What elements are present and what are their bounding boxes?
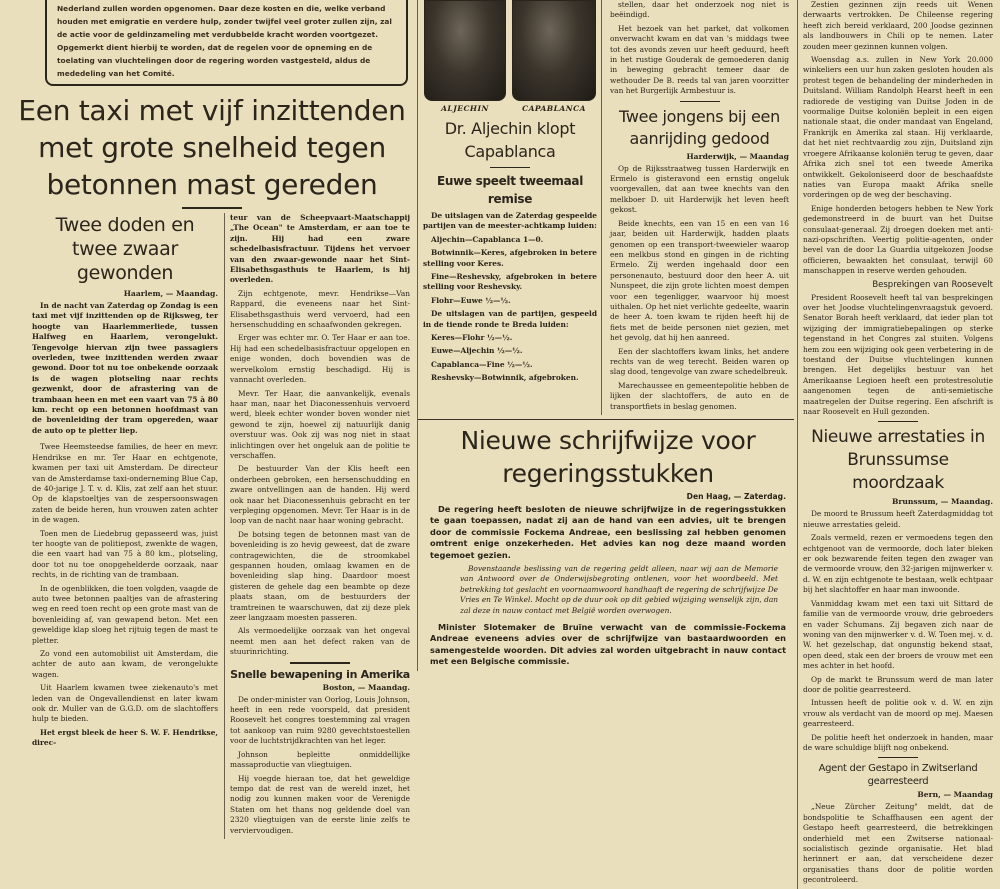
amerika-dateline: Boston, — Maandag.: [322, 682, 410, 692]
middle-region: [417, 0, 794, 671]
paragraph: In de nacht van Zaterdag op Zondag is een taxi met vijf inzittenden op de Rijksweg, ter hoogte van Haarlemmerliede, tussen Halfweg en Haarlem, verongelukt. Tengevolge hiervan zijn twee passagiers overleden, twee inzittenden werden zwaar gewond. Door tot nu toe onbekende oorzaak is de wagen plotseling naar rechts gezwenkt, door de afrastering van de trambaan heen en met een vaart van 75 à 80 km. recht op een betonnen hoofdmast van de bovenleiding der tram opgereden, waar de auto op te pletter liep.: [32, 301, 218, 435]
paragraph: Intussen heeft de politie ook v. d. W. en zijn vrouw als verdacht van de moord op mej. Maesen gearresteerd.: [803, 698, 993, 729]
paragraph: Enige honderden betogers hebben te New York gedemonstreerd in de buurt van het Duitse consulaat-generaal. Zij droegen doeken met anti-nazi-opschriften. Veertig politie-agenten, onder bevel van de door La Guardia uitgekozen Joodse officieren, bewaakten het consulaat, terwijl 60 manschappen in reserve werden gehouden.: [803, 203, 993, 276]
chess-column: [418, 0, 601, 387]
paragraph: Erger was echter mr. O. Ter Haar er aan toe. Hij had een schedelbasisfractuur opgelopen en enige wonden, doch bovendien was de wervelkolom ernstig beschadigd. Hij is vannacht overleden.: [230, 333, 410, 385]
paragraph: Marechaussee en gemeentepolitie hebben de lijken der slachtoffers, de auto en de transportfiets in beslag genomen.: [610, 380, 789, 411]
gouderak-article: [610, 0, 789, 97]
paragraph: De onder-minister van Oorlog, Louis Johnson, heeft in een rede voorspeld, dat president Roosevelt het congres toestemming zal vragen tot aankoop van ruim 9280 gevechtstoestellen voor de luchtstrijdkrachten van het leger.: [230, 694, 410, 746]
schrijfwijze-dateline: Den Haag, — Zaterdag.: [686, 492, 786, 501]
paragraph: In de ogenblikken, die toen volgden, vaagde de auto twee betonnen paaltjes van de afrastering weg en reed toen recht op een grote mast van de bovenleiding af, van gewapend beton. Met een geweldige klap sloeg het rijtuig tegen de mast te pletter.: [32, 583, 218, 645]
horizontal-rule: [418, 419, 794, 420]
paragraph: De botsing tegen de betonnen mast van de bovenleiding is zo hevig geweest, dat de zware contragewichten, die de stroomkabel gespannen houden, omlaag kwamen en de bovenleiding slap hing. Daardoor moest gisteren de gehele dag een beambte op deze plaats staan, om de bestuurders der tramtreinen te waarschuwen, dat zij deze plek zeer langzaam moesten passeren.: [230, 529, 410, 623]
middle-top-columns: [418, 0, 794, 415]
figure-aljechin: [424, 0, 506, 113]
divider: [878, 421, 918, 422]
left-region: [10, 0, 414, 839]
divider: [680, 101, 720, 102]
paragraph: Mevr. Ter Haar, die aanvankelijk, evenals haar man, naar het Diaconessenhuis vervoerd werd, bleek echter wonder boven wonder niet gewond te zijn, hoewel zij natuurlijk danig overstuur was. Ook zij was nog niet in staat inlichtingen over het ongeluk aan de politie te verschaffen.: [230, 388, 410, 460]
paragraph: Hij voegde hieraan toe, dat het geweldige tempo dat de rest van de wereld inzet, het nodig zou kunnen maken voor de Verenigde Staten om het thans nog geldende doel van 2320 vliegtuigen van de eerste linie zelfs te verviervoudigen.: [230, 773, 410, 835]
gestapo-article: [803, 802, 993, 885]
paragraph: Keres—Flohr ½—½.: [431, 333, 513, 343]
photo-capablanca: [512, 0, 596, 101]
paragraph: Zijn echtgenote, mevr. Hendrikse—Van Rappard, die eveneens naar het Sint-Elisabethsgasthuis werd vervoerd, had een hersenschudding en schaafwonden gekregen.: [230, 288, 410, 330]
jongens-article: [610, 164, 789, 412]
paragraph: teur van de Scheepvaart-Maatschappij „The Ocean" te Amsterdam, er aan toe te zijn. Hij had een zware schedelbasisfractuur. Tijdens het vervoer van den zwaar-gewonde naar het Sint-Elisabethsgasthuis te Haarlem, is hij overleden.: [230, 213, 410, 285]
paragraph: Bovenstaande beslissing van de regering geldt alleen, naar wij aan de Memorie van Antwoord over de Onderwijsbegroting ontlenen, voor het woordbeeld. Met betrekking tot geslacht en voornaamwoord handhaaft de regering de schrijfwijze De Vries en Te Winkel. Mocht op de duur ook op dit gebied wijziging wenselijk zijn, dan zal deze in nauw contact met België worden overwogen.: [460, 564, 778, 615]
paragraph: Minister Slotemaker de Bruïne verwacht van de commissie-Fockema Andreae eveneens advies over de schrijfwijze van bastaardwoorden en samengestelde woorden. Dit advies zal worden uitgebracht in nauw contact met een Belgische commissie.: [430, 622, 786, 667]
paragraph: De moord te Brussum heeft Zaterdagmiddag tot nieuwe arrestaties geleid.: [803, 509, 993, 529]
paragraph: Toen men de Liedebrug gepasseerd was, juist ter hoogte van de politiepost, zwenkte de wagen, die een vaart had van 75 à 80 km., plotseling, door tot nu toe onopgehelderde oorzaak, naar rechts, in de richting van de trambaan.: [32, 528, 218, 580]
paragraph: Euwe—Aljechin ½—½.: [431, 346, 523, 356]
paragraph: Zoals vermeld, rezen er vermoedens tegen den echtgenoot van de vermoorde, doch later bleken er ook bezwarende feiten tegen den zwager van de vermoorde vrouw, den 32-jarigen mijnwerker v. d. W. en zijn echtgenote te bestaan, welk echtpaar bij het slachtoffer en haar man inwoonde.: [803, 533, 993, 595]
paragraph: stellen, daar het onderzoek nog niet is beëindigd.: [610, 0, 789, 20]
paragraph: De uitslagen van de partijen, gespeeld in de tiende ronde te Breda luiden:: [423, 309, 597, 329]
right-region: [797, 0, 993, 889]
paragraph: Flohr—Euwe ½—½.: [431, 295, 511, 305]
taxi-subheadline: Twee doden en twee zwaar gewonden: [55, 214, 195, 284]
brunssum-headline: Nieuwe arrestaties in Brunssumse moordzaak: [811, 427, 985, 494]
paragraph-group: [230, 695, 410, 836]
paragraph-group: [32, 301, 218, 436]
paragraph: Een der slachtoffers kwam links, het andere rechts van de weg terecht. Beiden waren op slag dood, tengevolge van zware schedelbreuk.: [610, 346, 789, 377]
roosevelt-article: [803, 293, 993, 418]
taxi-column-1: [10, 213, 224, 752]
divider: [878, 757, 918, 758]
jongens-headline: Twee jongens bij een aanrijding gedood: [619, 106, 780, 148]
paragraph: Vanmiddag kwam met een taxi uit Sittard de familie van de vermoorde vrouw, drie gebroeders en vader Schumans. Zij begaven zich naar de woning van den mijnwerker v. d. W. Toen mej. v. d. W. het gezelschap, dat ongunstig bekend staat, open deed, stak een der broers de vrouw met een mes achter in het hoofd.: [803, 598, 993, 671]
paragraph: Beide knechts, een van 15 en een van 16 jaar, beiden uit Harderwijk, hadden plaats genomen op een transport-tweewieler waarop een melkbus stond en gingen in de richting Ermelo. Zij werden ingehaald door een personenauto, bestuurd door den heer A. uit Nunspeet, die zijn grote lichten moest dempen voor een tegenligger, waarvoor hij moest uithalen. Op het niet verlichte gedeelte, waarin de heer A. toen kwam te rijden heeft hij de fiets met de beide personen niet gezien, met het gevolg, dat hij hen aanreed.: [610, 218, 789, 343]
paragraph: Als vermoedelijke oorzaak van het ongeval neemt men aan het defect raken van de stuurinrichting.: [230, 626, 410, 657]
divider: [490, 167, 530, 168]
caption-aljechin: ALJECHIN: [441, 104, 489, 113]
taxi-headline: Een taxi met vijf inzittenden met grote snelheid tegen betonnen mast gereden: [18, 94, 406, 201]
paragraph: Zestien gezinnen zijn reeds uit Wenen derwaarts vertrokken. De Chileense regering heeft zich bereid verklaard, 200 Joodse gezinnen als landbouwers in Chili op te nemen. Later zouden meer gezinnen kunnen volgen.: [803, 0, 993, 51]
brunssum-article: [803, 509, 993, 753]
paragraph-group: [430, 622, 786, 668]
paragraph: President Roosevelt heeft tal van besprekingen over het Joodse vluchtelingenvraagstuk gevoerd. Senator Borah heeft verklaard, dat ieder plan tot wijziging der immigratiebepalingen op sterke tegenstand in het Congres zal stuiten. Volgens hem zou een wijziging ook geen verbetering in de toestand der Duitse vluchtelingen kunnen brengen. Het degelijks bestuur van het Amerikaanse Legioen heeft een protestresolutie aangenomen tegen de anti-semietische maatregelen der Duitse regering. Een afschrift is naar Roosevelt en Hull gezonden.: [803, 292, 993, 417]
taxi-columns: [10, 213, 414, 839]
chess-photos: [423, 0, 597, 113]
caption-capablanca: CAPABLANCA: [522, 104, 586, 113]
paragraph: De regering heeft besloten de nieuwe schrijfwijze in de regeringsstukken te gaan toepassen, nadat zij aan de hand van een advies, uit te brengen door de commissie Fockema Andreae, een beslissing zal hebben genomen omtrent enige onzekerheden. Het advies kan nog deze maand worden tegemoet gezien.: [430, 504, 786, 560]
paragraph: De uitslagen van de Zaterdag gespeelde partijen van de meester-achtkamp luiden:: [423, 211, 597, 231]
paragraph: Capablanca—Fine ½—½.: [431, 359, 533, 369]
roosevelt-subheadline: Besprekingen van Roosevelt: [872, 279, 993, 290]
gouderak-jongens-column: [601, 0, 793, 415]
amerika-headline: Snelle bewapening in Amerika: [230, 667, 410, 681]
paragraph: Twee Heemsteedse families, de heer en mevr. Hendrikse en mr. Ter Haar en echtgenote, kwamen per taxi uit Amsterdam. De directeur van de Amsterdamse taxi-onderneming Blue Cap, de 40-jarige J. T. v. d. Klis, zat zelf aan het stuur. Op de klapstoeltjes van de zespersoonswagen zaten de beide heren, hun vrouwen zaten achter in de wagen.: [32, 442, 218, 525]
schrijfwijze-headline: Nieuwe schrijfwijze voor regeringsstukken: [460, 426, 756, 488]
figure-capablanca: [512, 0, 596, 113]
paragraph: Aljechin—Capablanca 1—0.: [431, 234, 544, 244]
paragraph: Op de markt te Brunssum werd de man later door de politie gearresteerd.: [803, 674, 993, 694]
paragraph: De bestuurder Van der Klis heeft een onderbeen gebroken, een hersenschudding en zware ontvellingen aan de handen. Hij werd ook naar het Diaconessenhuis gebracht en ter verpleging opgenomen. Mevr. Ter Haar is in de loop van de nacht naar haar woning gebracht.: [230, 464, 410, 526]
paragraph: Botwinnik—Keres, afgebroken in betere stelling voor Keres.: [423, 248, 597, 268]
divider: [290, 662, 350, 664]
paragraph-group: [230, 289, 410, 658]
paragraph: Het ergst bleek de heer S. W. F. Hendrikse, direc-: [32, 727, 218, 748]
paragraph: Zo vond een automobilist uit Amsterdam, die achter de auto aan kwam, de verongelukte wagen.: [32, 649, 218, 679]
paragraph-group: [460, 564, 778, 616]
schrijfwijze-article: [418, 424, 794, 668]
chess-subheadline: Euwe speelt tweemaal remise: [436, 174, 584, 206]
paragraph: Reshevsky—Botwinnik, afgebroken.: [431, 373, 579, 383]
divider: [182, 207, 242, 209]
gestapo-dateline: Bern, — Maandag: [917, 790, 993, 800]
taxi-column-2: [224, 213, 414, 839]
gestapo-headline: Agent der Gestapo in Zwitserland gearresteerd: [818, 763, 978, 788]
paragraph: Het bezoek van het parket, dat volkomen onverwacht kwam en dat van 's middags twee tot des avonds zeven uur heeft geduurd, heeft in het rustige Gouderak de gemoederen danig in beweging gebracht temeer daar de wethouder De B. reeds tal van jaren voorzitter van het Burgerlijk Armbestuur is.: [610, 23, 789, 96]
chess-headline: Dr. Aljechin klopt Capablanca: [444, 119, 576, 161]
paragraph: „Neue Zürcher Zeitung" meldt, dat de bondspolitie te Schaffhausen een agent der Gestapo heeft gearresteerd, die betrekkingen onderhield met een Zwitserse nationaal-socialistisch gezinde organisatie. Het blad herinnert er aan, dat verscheidene dezer organisaties thans door de politie worden gecontroleerd.: [803, 802, 993, 885]
brunssum-dateline: Brunssum, — Maandag.: [891, 497, 993, 507]
taxi-dateline: Haarlem, — Maandag.: [123, 289, 218, 298]
paragraph: Johnson bepleitte onmiddellijke massaproductie van vliegtuigen.: [230, 749, 410, 770]
photo-aljechin: [424, 0, 506, 101]
paragraph: Nederland zullen worden opgenomen. Daar deze kosten en die, welke verband houden met emigratie en verdere hulp, zonder twijfel veel groter zullen zijn, zal de actie voor de geldinzameling met verdubbelde kracht worden voortgezet. Opgemerkt dient hierbij te worden, dat de regelen voor de opneming en de toelating van vluchtelingen door de regering worden vastgesteld, aldus de mededeling van het Comité.: [57, 4, 392, 78]
jongens-dateline: Harderwijk, — Maandag: [686, 151, 789, 161]
paragraph: Uit Haarlem kwamen twee ziekenauto's met leden van de Ongevallendienst en later kwam ook dr. Muller van de G.G.D. om de slachtoffers hulp te bieden.: [32, 683, 218, 724]
paragraph: Woensdag a.s. zullen in New York 20.000 winkeliers een uur hun zaken gesloten houden als protest tegen de behandeling der minderheden in Duitsland. William Randolph Hearst heeft in een radiorede de vestiging van Duitse Joden in de voormalige Duitse koloniën bepleit in een eigen nationale staat, die onder mandaat van Engeland, Frankrijk en Amerika zal staan. Hij verklaarde, dat het niet rechtvaardig zou zijn, Duitsland zijn vroegere Afrikaanse koloniën terug te geven, daar Afrika zich snel tot een tweede Amerika ontwikkelt. Gekoloniseerd door de beschaafdste naties van Europa maakt Afrika snelle vorderingen op de weg der beschaving.: [803, 55, 993, 200]
paragraph-group: [57, 2, 396, 80]
committee-notice-box: [45, 0, 408, 86]
paragraph-group: [430, 504, 786, 561]
paragraph: Fine—Reshevsky, afgebroken in betere stelling voor Reshevsky.: [423, 272, 597, 292]
chess-results: [423, 211, 597, 384]
paragraph: Op de Rijksstraatweg tussen Harderwijk en Ermelo is gisteravond een ernstig ongeluk voorgevallen, dat aan twee knechts van den melkboer D. uit Harderwijk het leven heeft gekost.: [610, 163, 789, 215]
joden-article: [803, 0, 993, 277]
paragraph-group: [32, 442, 218, 725]
paragraph: De politie heeft het onderzoek in handen, maar de ware schuldige blijft nog onbekend.: [803, 732, 993, 752]
